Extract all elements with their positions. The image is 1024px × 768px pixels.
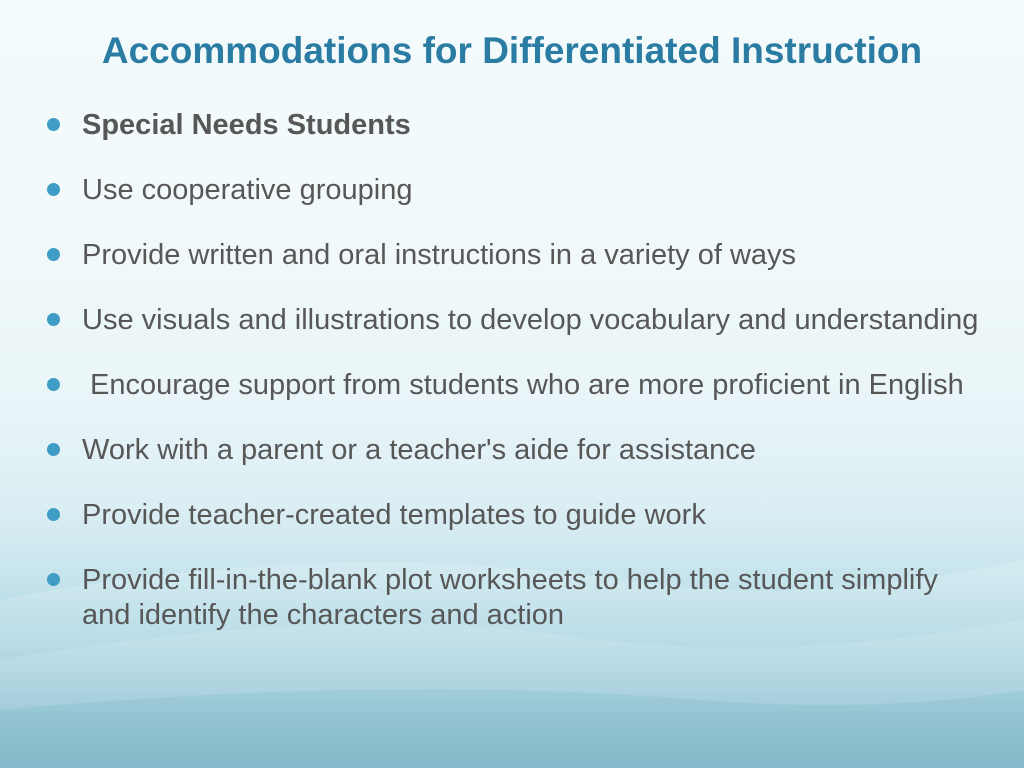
bullet-text: Provide written and oral instructions in a variety of ways [82, 239, 797, 271]
bullet-dot-icon [47, 443, 60, 456]
bullet-item-teacher-templates [47, 498, 982, 533]
bullet-item-plot-worksheets [47, 563, 982, 633]
bullet-dot-icon [47, 118, 60, 131]
bullet-dot-icon [47, 508, 60, 521]
bullet-item-parent-aide [47, 433, 982, 468]
bullet-text: Use visuals and illustrations to develop vocabulary and understanding [82, 304, 979, 336]
bullet-text: Encourage support from students who are more proficient in English [82, 369, 964, 401]
bullet-dot-icon [47, 313, 60, 326]
bullet-list [47, 108, 982, 663]
bullet-text: Provide fill-in-the-blank plot worksheets to help the student simplify and identify the characters and action [82, 564, 938, 631]
bullet-item-written-oral-instructions [47, 238, 982, 273]
bullet-dot-icon [47, 183, 60, 196]
bullet-item-encourage-support [47, 368, 982, 403]
bullet-text: Use cooperative grouping [82, 174, 413, 206]
bullet-text: Special Needs Students [82, 109, 411, 141]
bullet-item-visuals-illustrations [47, 303, 982, 338]
bullet-item-special-needs-students [47, 108, 982, 143]
bullet-text: Provide teacher-created templates to guide work [82, 499, 706, 531]
slide-title: Accommodations for Differentiated Instruction [101, 30, 923, 71]
bullet-dot-icon [47, 378, 60, 391]
bullet-dot-icon [47, 248, 60, 261]
bullet-dot-icon [47, 573, 60, 586]
bullet-text: Work with a parent or a teacher's aide for assistance [82, 434, 756, 466]
bullet-item-cooperative-grouping [47, 173, 982, 208]
